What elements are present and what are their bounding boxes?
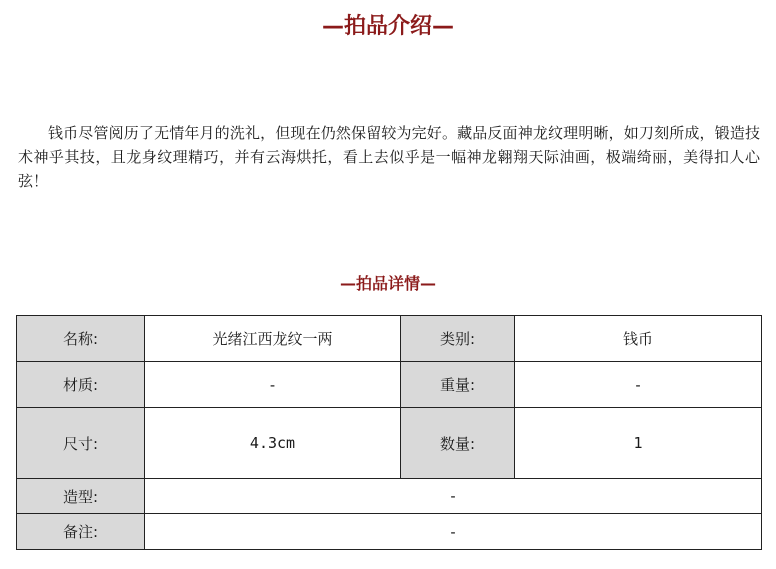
details-section-title: —拍品详情— bbox=[339, 274, 436, 293]
shape-value: - bbox=[145, 479, 762, 514]
material-label: 材质: bbox=[17, 362, 145, 408]
intro-section-title: —拍品介绍— bbox=[321, 14, 454, 39]
table-row bbox=[17, 408, 762, 479]
size-label: 尺寸: bbox=[17, 408, 145, 479]
details-table bbox=[16, 315, 762, 550]
intro-paragraph: 钱币尽管阅历了无情年月的洗礼，但现在仍然保留较为完好。藏品反面神龙纹理明晰，如刀刻所成，锻造技术神乎其技，且龙身纹理精巧，并有云海烘托，看上去似乎是一幅神龙翱翔天际油画，极端绮丽，美得扣人心弦！ bbox=[18, 124, 760, 190]
note-label: 备注: bbox=[17, 514, 145, 550]
quantity-value: 1 bbox=[515, 408, 762, 479]
category-value: 钱币 bbox=[515, 316, 762, 362]
category-label: 类别: bbox=[401, 316, 515, 362]
name-label: 名称: bbox=[17, 316, 145, 362]
name-value: 光绪江西龙纹一两 bbox=[145, 316, 401, 362]
material-value: - bbox=[145, 362, 401, 408]
table-row bbox=[17, 479, 762, 514]
note-value: - bbox=[145, 514, 762, 550]
table-row bbox=[17, 514, 762, 550]
table-row bbox=[17, 316, 762, 362]
quantity-label: 数量: bbox=[401, 408, 515, 479]
weight-label: 重量: bbox=[401, 362, 515, 408]
table-row bbox=[17, 362, 762, 408]
size-value: 4.3cm bbox=[145, 408, 401, 479]
shape-label: 造型: bbox=[17, 479, 145, 514]
weight-value: - bbox=[515, 362, 762, 408]
